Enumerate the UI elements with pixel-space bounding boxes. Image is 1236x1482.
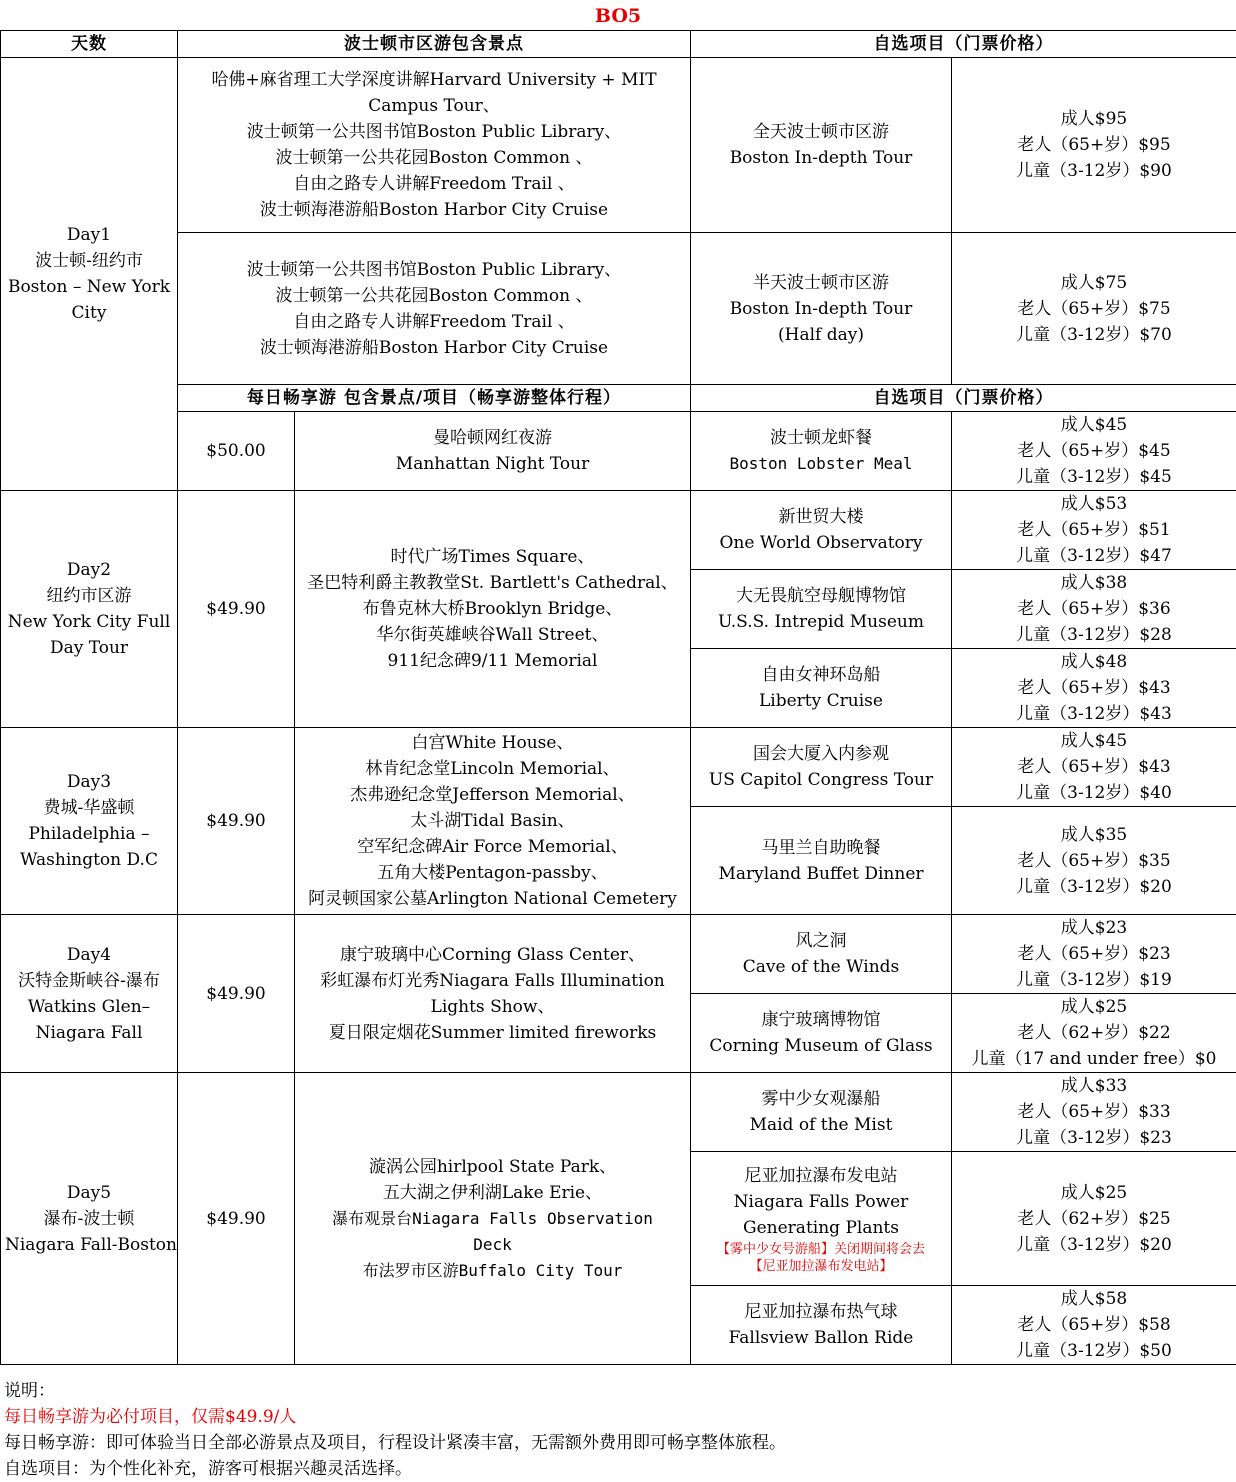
text-line: 风之洞	[795, 931, 847, 951]
day3-option-2-name	[691, 807, 952, 915]
text-line: One World Observatory	[719, 533, 923, 553]
text-line: 雾中少女观瀑船	[761, 1089, 881, 1109]
day1-option-name	[691, 412, 952, 491]
text-line: 哈佛+麻省理工大学深度讲解Harvard University + MIT	[211, 70, 657, 90]
text-line: 儿童（3-12岁）$70	[1016, 324, 1172, 345]
text-line: Day Tour	[49, 638, 129, 658]
notes-daily-desc: 每日畅享游：即可体验当日全部必游景点及项目，行程设计紧凑丰富，无需额外费用即可畅享整体旅程。	[4, 1433, 786, 1453]
text-line: 儿童（3-12岁）$23	[1016, 1128, 1172, 1148]
notes-section	[0, 1378, 1236, 1482]
day1-tour-a-name	[691, 58, 952, 233]
text-line: 杰弗逊纪念堂Jefferson Memorial、	[350, 785, 635, 805]
text-line: 五大湖之伊利湖Lake Erie、	[382, 1182, 603, 1203]
day1-daily-price: $50.00	[178, 412, 295, 491]
text-line: 费城-华盛顿	[43, 798, 135, 818]
text-line: 自由女神环岛船	[761, 665, 881, 685]
header-days: 天数	[1, 31, 178, 58]
day1-option-price	[952, 412, 1236, 491]
day5-option-2-title	[695, 1163, 947, 1241]
day1-label	[1, 58, 178, 491]
day3-daily-price: $49.90	[178, 728, 295, 915]
text-line: 老人（65+岁）$43	[1017, 678, 1171, 698]
text-line: Deck	[473, 1234, 512, 1254]
day3-daily-sights	[295, 728, 691, 915]
text-line: (Half day)	[778, 324, 864, 345]
text-line: 半天波士顿市区游	[753, 272, 889, 293]
text-line: Day4	[66, 944, 112, 965]
text-line: 新世贸大楼	[778, 507, 864, 527]
text-line: 老人（65+岁）$23	[1017, 944, 1171, 964]
text-line: Day2	[66, 560, 112, 580]
text-line: 【雾中少女号游船】关闭期间将会去	[716, 1241, 925, 1257]
text-line: Cave of the Winds	[742, 957, 900, 977]
day5-option-2-note	[695, 1241, 947, 1275]
text-line: 国会大厦入内参观	[753, 744, 889, 764]
text-line: 林肯纪念堂Lincoln Memorial、	[365, 759, 620, 779]
text-line: 老人（65+岁）$75	[1017, 298, 1171, 319]
text-line: 老人（62+岁）$25	[1017, 1208, 1171, 1229]
text-line: 彩虹瀑布灯光秀Niagara Falls Illumination	[320, 970, 665, 991]
text-line: 成人$95	[1060, 109, 1128, 129]
text-line: Corning Museum of Glass	[709, 1036, 933, 1056]
day4-option-2-price	[952, 994, 1236, 1073]
day1-tour-b-name	[691, 233, 952, 385]
text-line: 老人（65+岁）$58	[1017, 1315, 1171, 1335]
text-line: 儿童（17 and under free）$0	[971, 1049, 1217, 1069]
text-line: 儿童（3-12岁）$20	[1016, 876, 1172, 897]
text-line: 成人$45	[1060, 415, 1128, 435]
itinerary-table	[0, 30, 1236, 1365]
text-line: 布鲁克林大桥Brooklyn Bridge、	[362, 599, 623, 619]
text-line: Lights Show、	[430, 996, 555, 1017]
sheet-title: BO5	[594, 5, 642, 27]
text-line: 纽约市区游	[46, 586, 132, 606]
text-line: 波士顿第一公共花园Boston Common 、	[275, 148, 593, 168]
text-line: Manhattan Night Tour	[395, 454, 590, 474]
text-line: 阿灵顿国家公墓Arlington National Cemetery	[308, 889, 677, 909]
text-line: 尼亚加拉瀑布热气球	[744, 1302, 898, 1322]
day2-option-2-price	[952, 570, 1236, 649]
day3-option-1-name	[691, 728, 952, 807]
text-line: Day3	[66, 772, 112, 792]
day2-label	[1, 491, 178, 728]
text-line: 波士顿海港游船Boston Harbor City Cruise	[259, 337, 609, 358]
notes-heading: 说明：	[4, 1381, 55, 1401]
text-line: 儿童（3-12岁）$19	[1016, 970, 1172, 990]
text-line: 白宫White House、	[411, 733, 574, 753]
day4-option-1-price	[952, 915, 1236, 994]
text-line: 成人$45	[1060, 731, 1128, 751]
header-included: 波士顿市区游包含景点	[178, 31, 691, 58]
text-line: 老人（65+岁）$51	[1017, 520, 1171, 540]
header-optional-2: 自选项目（门票价格）	[691, 385, 1236, 412]
text-line: Washington D.C	[20, 850, 158, 870]
text-line: 圣巴特利爵主教教堂St. Bartlett's Cathedral、	[307, 573, 678, 593]
text-line: 老人（65+岁）$33	[1017, 1102, 1171, 1122]
text-line: 老人（65+岁）$36	[1017, 599, 1171, 619]
text-line: Generating Plants	[743, 1217, 899, 1238]
day2-option-3-price	[952, 649, 1236, 728]
day5-daily-price: $49.90	[178, 1073, 295, 1365]
text-line: 波士顿第一公共图书馆Boston Public Library、	[246, 259, 622, 280]
text-line: 成人$35	[1060, 824, 1128, 845]
day4-label	[1, 915, 178, 1073]
text-line: 波士顿第一公共图书馆Boston Public Library、	[246, 122, 622, 142]
day4-daily-price: $49.90	[178, 915, 295, 1073]
text-line: Liberty Cruise	[759, 691, 883, 711]
text-line: 马里兰自助晚餐	[761, 837, 881, 858]
text-line: New York City Full	[7, 612, 171, 632]
day5-option-1-price	[952, 1073, 1236, 1152]
text-line: 儿童（3-12岁）$28	[1016, 625, 1172, 645]
text-line: 成人$53	[1060, 494, 1128, 514]
day1-daily-sights	[295, 412, 691, 491]
text-line: 漩涡公园hirlpool State Park、	[368, 1156, 617, 1177]
text-line: 儿童（3-12岁）$43	[1016, 704, 1172, 724]
text-line: Day5	[66, 1182, 112, 1203]
text-line: 波士顿-纽约市	[35, 251, 143, 271]
text-line: 儿童（3-12岁）$20	[1016, 1234, 1172, 1255]
notes-must-pay: 每日畅享游为必付项目，仅需$49.9/人	[4, 1407, 297, 1427]
text-line: Niagara Falls Power	[733, 1191, 909, 1212]
text-line: Campus Tour、	[368, 96, 500, 116]
day4-daily-sights	[295, 915, 691, 1073]
text-line: 儿童（3-12岁）$47	[1016, 546, 1172, 566]
text-line: 老人（65+岁）$35	[1017, 850, 1171, 871]
text-line: 康宁玻璃中心Corning Glass Center、	[339, 944, 646, 965]
day3-option-2-price	[952, 807, 1236, 915]
text-line: 太斗湖Tidal Basin、	[410, 811, 575, 831]
text-line: Maryland Buffet Dinner	[718, 863, 924, 884]
header-daily-included: 每日畅享游 包含景点/项目（畅享游整体行程）	[178, 385, 691, 412]
day2-daily-sights	[295, 491, 691, 728]
day1-tour-b-price	[952, 233, 1236, 385]
text-line: Watkins Glen–	[27, 996, 151, 1017]
text-line: 布法罗市区游Buffalo City Tour	[362, 1260, 623, 1280]
text-line: U.S.S. Intrepid Museum	[718, 612, 924, 632]
text-line: 老人（62+岁）$22	[1017, 1023, 1171, 1043]
day5-option-2-price	[952, 1152, 1236, 1286]
day4-option-2-name	[691, 994, 952, 1073]
text-line: Boston In-depth Tour	[729, 148, 913, 168]
text-line: 尼亚加拉瀑布发电站	[744, 1165, 898, 1186]
text-line: 康宁玻璃博物馆	[761, 1010, 881, 1030]
text-line: 时代广场Times Square、	[390, 547, 595, 567]
text-line: US Capitol Congress Tour	[708, 770, 934, 790]
text-line: 全天波士顿市区游	[753, 122, 889, 142]
text-line: 五角大楼Pentagon-passby、	[377, 863, 608, 883]
text-line: 成人$48	[1060, 652, 1128, 672]
day3-label	[1, 728, 178, 915]
text-line: 瀑布-波士顿	[43, 1208, 135, 1229]
text-line: 老人（65+岁）$95	[1017, 135, 1171, 155]
text-line: Boston In-depth Tour	[729, 298, 913, 319]
text-line: 自由之路专人讲解Freedom Trail 、	[293, 311, 575, 332]
text-line: 成人$33	[1060, 1076, 1128, 1096]
text-line: 瀑布观景台Niagara Falls Observation	[332, 1208, 653, 1228]
text-line: 老人（65+岁）$43	[1017, 757, 1171, 777]
text-line: 自由之路专人讲解Freedom Trail 、	[293, 174, 575, 194]
text-line: 911纪念碑9/11 Memorial	[387, 651, 598, 671]
day2-option-2-name	[691, 570, 952, 649]
day5-option-1-name	[691, 1073, 952, 1152]
text-line: 儿童（3-12岁）$90	[1016, 161, 1172, 181]
text-line: Boston – New York	[7, 277, 171, 297]
day2-daily-price: $49.90	[178, 491, 295, 728]
text-line: 波士顿龙虾餐	[770, 428, 872, 448]
day5-daily-sights	[295, 1073, 691, 1365]
day5-option-3-price	[952, 1286, 1236, 1365]
text-line: 成人$25	[1060, 1182, 1128, 1203]
text-line: 成人$25	[1060, 997, 1128, 1017]
day1-tour-b-sights	[178, 233, 691, 385]
text-line: 儿童（3-12岁）$50	[1016, 1341, 1172, 1361]
day5-option-3-name	[691, 1286, 952, 1365]
day5-option-2-name	[691, 1152, 952, 1286]
text-line: 成人$75	[1060, 272, 1128, 293]
day2-option-1-price	[952, 491, 1236, 570]
text-line: 波士顿第一公共花园Boston Common 、	[275, 285, 593, 306]
header-optional: 自选项目（门票价格）	[691, 31, 1236, 58]
text-line: 夏日限定烟花Summer limited fireworks	[328, 1022, 657, 1043]
text-line: 【尼亚加拉瀑布发电站】	[749, 1258, 893, 1274]
text-line: Niagara Fall	[35, 1022, 143, 1043]
text-line: 成人$58	[1060, 1289, 1128, 1309]
text-line: City	[71, 303, 107, 323]
text-line: 成人$38	[1060, 573, 1128, 593]
day1-tour-a-sights	[178, 58, 691, 233]
text-line: 波士顿海港游船Boston Harbor City Cruise	[259, 200, 609, 220]
text-line: 大无畏航空母舰博物馆	[736, 586, 906, 606]
text-line: Philadelphia –	[28, 824, 150, 844]
day5-label	[1, 1073, 178, 1365]
text-line: Maid of the Mist	[749, 1115, 893, 1135]
text-line: Boston Lobster Meal	[729, 454, 913, 473]
text-line: 儿童（3-12岁）$40	[1016, 783, 1172, 803]
day3-option-1-price	[952, 728, 1236, 807]
day2-option-1-name	[691, 491, 952, 570]
text-line: 老人（65+岁）$45	[1017, 441, 1171, 461]
text-line: Fallsview Ballon Ride	[728, 1328, 914, 1348]
day2-option-3-name	[691, 649, 952, 728]
notes-optional-desc: 自选项目：为个性化补充，游客可根据兴趣灵活选择。	[4, 1459, 412, 1479]
text-line: 华尔街英雄峡谷Wall Street、	[376, 625, 609, 645]
text-line: 曼哈顿网红夜游	[433, 428, 552, 448]
text-line: Day1	[66, 225, 112, 245]
day1-tour-a-price	[952, 58, 1236, 233]
text-line: 儿童（3-12岁）$45	[1016, 467, 1172, 487]
text-line: 沃特金斯峡谷-瀑布	[18, 970, 160, 991]
text-line: Niagara Fall-Boston	[5, 1234, 177, 1255]
day4-option-1-name	[691, 915, 952, 994]
text-line: 空军纪念碑Air Force Memorial、	[357, 837, 628, 857]
text-line: 成人$23	[1060, 918, 1128, 938]
